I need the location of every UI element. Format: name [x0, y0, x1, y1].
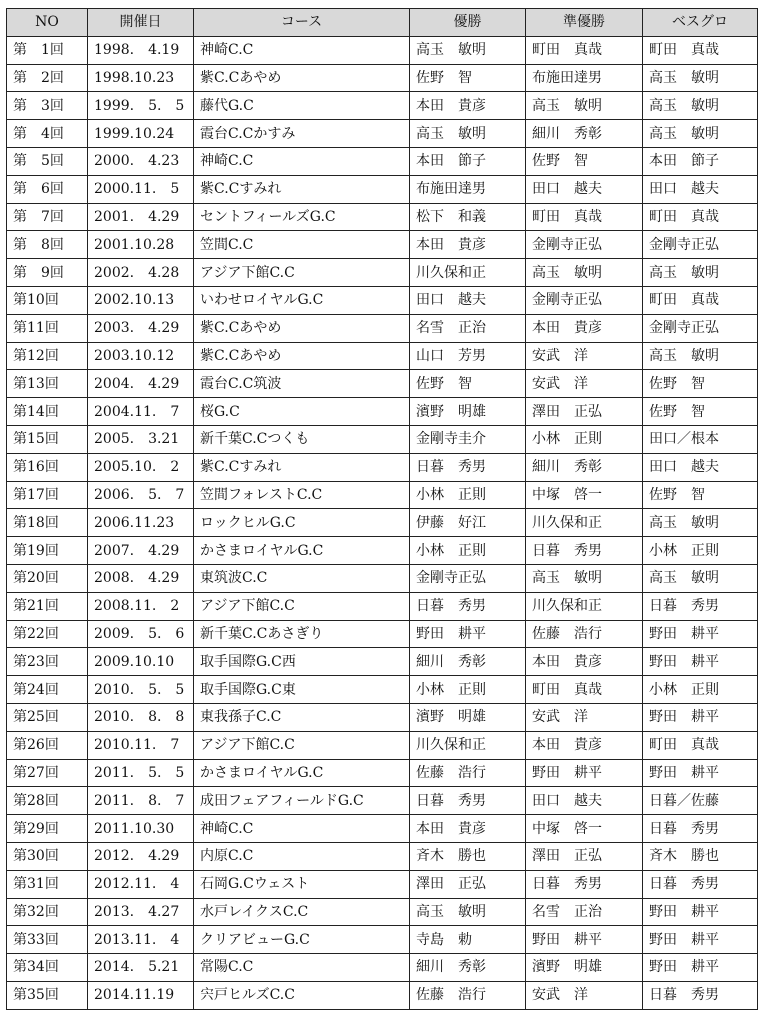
cell-course: 神崎C.C	[194, 815, 410, 843]
cell-date: 2010.11. 7	[88, 731, 194, 759]
cell-date: 2012. 4.29	[88, 842, 194, 870]
table-row	[7, 370, 758, 398]
table-row	[7, 759, 758, 787]
cell-no: 第35回	[7, 981, 88, 1009]
table-row	[7, 175, 758, 203]
cell-winner: 金剛寺正弘	[410, 564, 526, 592]
cell-date: 1999. 5. 5	[88, 92, 194, 120]
table-row	[7, 147, 758, 175]
cell-best-gross: 野田 耕平	[643, 898, 758, 926]
cell-course: ロックヒルG.C	[194, 509, 410, 537]
cell-runner-up: 町田 真哉	[526, 203, 643, 231]
cell-no: 第16回	[7, 453, 88, 481]
cell-no: 第23回	[7, 648, 88, 676]
cell-no: 第 7回	[7, 203, 88, 231]
cell-date: 2008. 4.29	[88, 564, 194, 592]
cell-no: 第 1回	[7, 36, 88, 64]
table-row	[7, 926, 758, 954]
table-row	[7, 425, 758, 453]
cell-course: 霞台C.Cかすみ	[194, 120, 410, 148]
cell-best-gross: 斉木 勝也	[643, 842, 758, 870]
tournament-results-table	[6, 8, 758, 1010]
cell-winner: 高玉 敏明	[410, 898, 526, 926]
header-course: コース	[194, 9, 410, 37]
cell-runner-up: 川久保和正	[526, 592, 643, 620]
cell-course: 石岡G.Cウェスト	[194, 870, 410, 898]
cell-date: 2009.10.10	[88, 648, 194, 676]
cell-best-gross: 佐野 智	[643, 370, 758, 398]
cell-best-gross: 金剛寺正弘	[643, 314, 758, 342]
cell-no: 第28回	[7, 787, 88, 815]
table-row	[7, 842, 758, 870]
cell-runner-up: 中塚 啓一	[526, 481, 643, 509]
cell-date: 1999.10.24	[88, 120, 194, 148]
cell-course: 神崎C.C	[194, 36, 410, 64]
cell-runner-up: 佐藤 浩行	[526, 620, 643, 648]
cell-runner-up: 高玉 敏明	[526, 564, 643, 592]
cell-best-gross: 高玉 敏明	[643, 120, 758, 148]
cell-runner-up: 安武 洋	[526, 703, 643, 731]
cell-no: 第30回	[7, 842, 88, 870]
cell-no: 第11回	[7, 314, 88, 342]
cell-best-gross: 高玉 敏明	[643, 509, 758, 537]
cell-no: 第 4回	[7, 120, 88, 148]
cell-no: 第20回	[7, 564, 88, 592]
cell-date: 2004. 4.29	[88, 370, 194, 398]
cell-winner: 濱野 明雄	[410, 703, 526, 731]
cell-winner: 佐野 智	[410, 64, 526, 92]
table-row	[7, 676, 758, 704]
cell-runner-up: 日暮 秀男	[526, 870, 643, 898]
table-row	[7, 703, 758, 731]
cell-best-gross: 高玉 敏明	[643, 342, 758, 370]
cell-no: 第12回	[7, 342, 88, 370]
cell-no: 第 6回	[7, 175, 88, 203]
cell-best-gross: 本田 節子	[643, 147, 758, 175]
table-row	[7, 592, 758, 620]
cell-course: アジア下館C.C	[194, 259, 410, 287]
cell-course: 宍戸ヒルズC.C	[194, 981, 410, 1009]
cell-course: アジア下館C.C	[194, 731, 410, 759]
cell-course: 取手国際G.C西	[194, 648, 410, 676]
cell-date: 2005.10. 2	[88, 453, 194, 481]
cell-best-gross: 高玉 敏明	[643, 92, 758, 120]
cell-course: かさまロイヤルG.C	[194, 537, 410, 565]
cell-course: 紫C.Cあやめ	[194, 342, 410, 370]
cell-runner-up: 川久保和正	[526, 509, 643, 537]
cell-runner-up: 澤田 正弘	[526, 398, 643, 426]
cell-date: 2006.11.23	[88, 509, 194, 537]
cell-date: 2008.11. 2	[88, 592, 194, 620]
cell-date: 2011. 5. 5	[88, 759, 194, 787]
cell-course: 藤代G.C	[194, 92, 410, 120]
cell-course: アジア下館C.C	[194, 592, 410, 620]
cell-no: 第34回	[7, 954, 88, 982]
cell-runner-up: 小林 正則	[526, 425, 643, 453]
cell-course: かさまロイヤルG.C	[194, 759, 410, 787]
cell-course: 常陽C.C	[194, 954, 410, 982]
cell-runner-up: 細川 秀彰	[526, 453, 643, 481]
table-row	[7, 314, 758, 342]
table-row	[7, 481, 758, 509]
cell-date: 2001. 4.29	[88, 203, 194, 231]
cell-course: 取手国際G.C東	[194, 676, 410, 704]
cell-date: 2002.10.13	[88, 286, 194, 314]
cell-no: 第25回	[7, 703, 88, 731]
cell-runner-up: 布施田達男	[526, 64, 643, 92]
table-row	[7, 620, 758, 648]
cell-no: 第 5回	[7, 147, 88, 175]
cell-date: 2014.11.19	[88, 981, 194, 1009]
cell-no: 第10回	[7, 286, 88, 314]
cell-best-gross: 金剛寺正弘	[643, 231, 758, 259]
cell-best-gross: 野田 耕平	[643, 703, 758, 731]
cell-no: 第21回	[7, 592, 88, 620]
cell-winner: 佐藤 浩行	[410, 759, 526, 787]
cell-best-gross: 野田 耕平	[643, 620, 758, 648]
cell-winner: 松下 和義	[410, 203, 526, 231]
cell-course: 成田フェアフィールドG.C	[194, 787, 410, 815]
header-date: 開催日	[88, 9, 194, 37]
cell-best-gross: 高玉 敏明	[643, 564, 758, 592]
cell-course: 東筑波C.C	[194, 564, 410, 592]
header-best-gross: ベスグロ	[643, 9, 758, 37]
cell-date: 2003.10.12	[88, 342, 194, 370]
cell-date: 2010. 5. 5	[88, 676, 194, 704]
cell-course: 東我孫子C.C	[194, 703, 410, 731]
table-row	[7, 731, 758, 759]
cell-winner: 伊藤 好江	[410, 509, 526, 537]
cell-best-gross: 日暮 秀男	[643, 870, 758, 898]
table-row	[7, 648, 758, 676]
cell-runner-up: 澤田 正弘	[526, 842, 643, 870]
cell-course: セントフィールズG.C	[194, 203, 410, 231]
cell-date: 2004.11. 7	[88, 398, 194, 426]
cell-date: 2006. 5. 7	[88, 481, 194, 509]
cell-best-gross: 高玉 敏明	[643, 259, 758, 287]
cell-date: 2007. 4.29	[88, 537, 194, 565]
cell-winner: 小林 正則	[410, 481, 526, 509]
cell-winner: 小林 正則	[410, 676, 526, 704]
cell-no: 第19回	[7, 537, 88, 565]
cell-runner-up: 安武 洋	[526, 342, 643, 370]
cell-winner: 斉木 勝也	[410, 842, 526, 870]
cell-winner: 本田 貴彦	[410, 92, 526, 120]
cell-winner: 布施田達男	[410, 175, 526, 203]
table-row	[7, 203, 758, 231]
cell-best-gross: 野田 耕平	[643, 648, 758, 676]
cell-date: 2012.11. 4	[88, 870, 194, 898]
cell-no: 第 2回	[7, 64, 88, 92]
table-row	[7, 120, 758, 148]
cell-best-gross: 田口／根本	[643, 425, 758, 453]
cell-no: 第27回	[7, 759, 88, 787]
cell-winner: 寺島 勅	[410, 926, 526, 954]
cell-best-gross: 小林 正則	[643, 537, 758, 565]
cell-runner-up: 細川 秀彰	[526, 120, 643, 148]
header-winner: 優勝	[410, 9, 526, 37]
header-no: NO	[7, 9, 88, 37]
cell-no: 第31回	[7, 870, 88, 898]
cell-course: 紫C.Cあやめ	[194, 314, 410, 342]
cell-course: 新千葉C.Cあさぎり	[194, 620, 410, 648]
cell-best-gross: 日暮 秀男	[643, 981, 758, 1009]
cell-best-gross: 田口 越夫	[643, 175, 758, 203]
cell-best-gross: 日暮 秀男	[643, 815, 758, 843]
cell-no: 第22回	[7, 620, 88, 648]
cell-winner: 高玉 敏明	[410, 120, 526, 148]
cell-winner: 高玉 敏明	[410, 36, 526, 64]
cell-course: クリアビューG.C	[194, 926, 410, 954]
table-header	[7, 9, 758, 37]
cell-no: 第26回	[7, 731, 88, 759]
cell-date: 2013. 4.27	[88, 898, 194, 926]
cell-winner: 名雪 正治	[410, 314, 526, 342]
cell-no: 第24回	[7, 676, 88, 704]
cell-runner-up: 金剛寺正弘	[526, 286, 643, 314]
cell-winner: 澤田 正弘	[410, 870, 526, 898]
cell-runner-up: 野田 耕平	[526, 926, 643, 954]
table-row	[7, 954, 758, 982]
cell-winner: 小林 正則	[410, 537, 526, 565]
cell-date: 2010. 8. 8	[88, 703, 194, 731]
cell-winner: 日暮 秀男	[410, 787, 526, 815]
cell-runner-up: 町田 真哉	[526, 676, 643, 704]
table-row	[7, 36, 758, 64]
table-row	[7, 453, 758, 481]
cell-best-gross: 野田 耕平	[643, 954, 758, 982]
cell-best-gross: 佐野 智	[643, 481, 758, 509]
table-row	[7, 398, 758, 426]
table-row	[7, 787, 758, 815]
table-row	[7, 564, 758, 592]
cell-winner: 金剛寺圭介	[410, 425, 526, 453]
cell-no: 第32回	[7, 898, 88, 926]
cell-best-gross: 町田 真哉	[643, 286, 758, 314]
cell-course: 笠間C.C	[194, 231, 410, 259]
cell-winner: 佐藤 浩行	[410, 981, 526, 1009]
cell-best-gross: 町田 真哉	[643, 36, 758, 64]
table-body	[7, 36, 758, 1009]
table-row	[7, 509, 758, 537]
cell-date: 2013.11. 4	[88, 926, 194, 954]
cell-winner: 細川 秀彰	[410, 648, 526, 676]
cell-runner-up: 日暮 秀男	[526, 537, 643, 565]
table-row	[7, 537, 758, 565]
cell-no: 第14回	[7, 398, 88, 426]
cell-runner-up: 高玉 敏明	[526, 92, 643, 120]
cell-date: 2005. 3.21	[88, 425, 194, 453]
results-table-container	[6, 8, 758, 1010]
cell-runner-up: 高玉 敏明	[526, 259, 643, 287]
cell-runner-up: 名雪 正治	[526, 898, 643, 926]
cell-winner: 日暮 秀男	[410, 592, 526, 620]
cell-winner: 川久保和正	[410, 259, 526, 287]
cell-course: 紫C.Cあやめ	[194, 64, 410, 92]
table-row	[7, 64, 758, 92]
cell-course: 霞台C.C筑波	[194, 370, 410, 398]
cell-runner-up: 野田 耕平	[526, 759, 643, 787]
table-row	[7, 259, 758, 287]
table-row	[7, 870, 758, 898]
cell-date: 2003. 4.29	[88, 314, 194, 342]
cell-date: 1998.10.23	[88, 64, 194, 92]
cell-course: いわせロイヤルG.C	[194, 286, 410, 314]
cell-date: 2000.11. 5	[88, 175, 194, 203]
cell-runner-up: 金剛寺正弘	[526, 231, 643, 259]
cell-no: 第 9回	[7, 259, 88, 287]
cell-no: 第33回	[7, 926, 88, 954]
cell-runner-up: 本田 貴彦	[526, 731, 643, 759]
cell-course: 桜G.C	[194, 398, 410, 426]
cell-winner: 日暮 秀男	[410, 453, 526, 481]
cell-date: 2011.10.30	[88, 815, 194, 843]
cell-best-gross: 町田 真哉	[643, 203, 758, 231]
cell-date: 2009. 5. 6	[88, 620, 194, 648]
cell-winner: 本田 貴彦	[410, 815, 526, 843]
cell-runner-up: 本田 貴彦	[526, 648, 643, 676]
cell-no: 第 3回	[7, 92, 88, 120]
cell-no: 第13回	[7, 370, 88, 398]
cell-date: 2001.10.28	[88, 231, 194, 259]
cell-winner: 本田 貴彦	[410, 231, 526, 259]
cell-course: 笠間フォレストC.C	[194, 481, 410, 509]
table-row	[7, 981, 758, 1009]
cell-winner: 本田 節子	[410, 147, 526, 175]
cell-winner: 細川 秀彰	[410, 954, 526, 982]
header-runner-up: 準優勝	[526, 9, 643, 37]
cell-date: 1998. 4.19	[88, 36, 194, 64]
cell-date: 2011. 8. 7	[88, 787, 194, 815]
cell-course: 神崎C.C	[194, 147, 410, 175]
table-row	[7, 815, 758, 843]
cell-runner-up: 濱野 明雄	[526, 954, 643, 982]
cell-best-gross: 佐野 智	[643, 398, 758, 426]
cell-winner: 田口 越夫	[410, 286, 526, 314]
cell-best-gross: 町田 真哉	[643, 731, 758, 759]
cell-best-gross: 高玉 敏明	[643, 64, 758, 92]
cell-winner: 濱野 明雄	[410, 398, 526, 426]
cell-best-gross: 野田 耕平	[643, 926, 758, 954]
cell-no: 第29回	[7, 815, 88, 843]
cell-course: 水戸レイクスC.C	[194, 898, 410, 926]
cell-winner: 川久保和正	[410, 731, 526, 759]
cell-runner-up: 本田 貴彦	[526, 314, 643, 342]
cell-runner-up: 田口 越夫	[526, 175, 643, 203]
cell-winner: 佐野 智	[410, 370, 526, 398]
cell-date: 2014. 5.21	[88, 954, 194, 982]
cell-winner: 山口 芳男	[410, 342, 526, 370]
cell-runner-up: 安武 洋	[526, 981, 643, 1009]
cell-no: 第18回	[7, 509, 88, 537]
cell-no: 第17回	[7, 481, 88, 509]
cell-no: 第15回	[7, 425, 88, 453]
cell-runner-up: 町田 真哉	[526, 36, 643, 64]
table-row	[7, 92, 758, 120]
cell-runner-up: 佐野 智	[526, 147, 643, 175]
cell-date: 2000. 4.23	[88, 147, 194, 175]
header-row	[7, 9, 758, 37]
table-row	[7, 342, 758, 370]
cell-course: 新千葉C.Cつくも	[194, 425, 410, 453]
cell-course: 紫C.Cすみれ	[194, 453, 410, 481]
cell-winner: 野田 耕平	[410, 620, 526, 648]
cell-date: 2002. 4.28	[88, 259, 194, 287]
cell-best-gross: 日暮／佐藤	[643, 787, 758, 815]
cell-best-gross: 日暮 秀男	[643, 592, 758, 620]
cell-best-gross: 田口 越夫	[643, 453, 758, 481]
table-row	[7, 231, 758, 259]
cell-best-gross: 小林 正則	[643, 676, 758, 704]
cell-best-gross: 野田 耕平	[643, 759, 758, 787]
cell-course: 紫C.Cすみれ	[194, 175, 410, 203]
table-row	[7, 898, 758, 926]
table-row	[7, 286, 758, 314]
cell-runner-up: 田口 越夫	[526, 787, 643, 815]
cell-runner-up: 安武 洋	[526, 370, 643, 398]
cell-no: 第 8回	[7, 231, 88, 259]
cell-runner-up: 中塚 啓一	[526, 815, 643, 843]
cell-course: 内原C.C	[194, 842, 410, 870]
